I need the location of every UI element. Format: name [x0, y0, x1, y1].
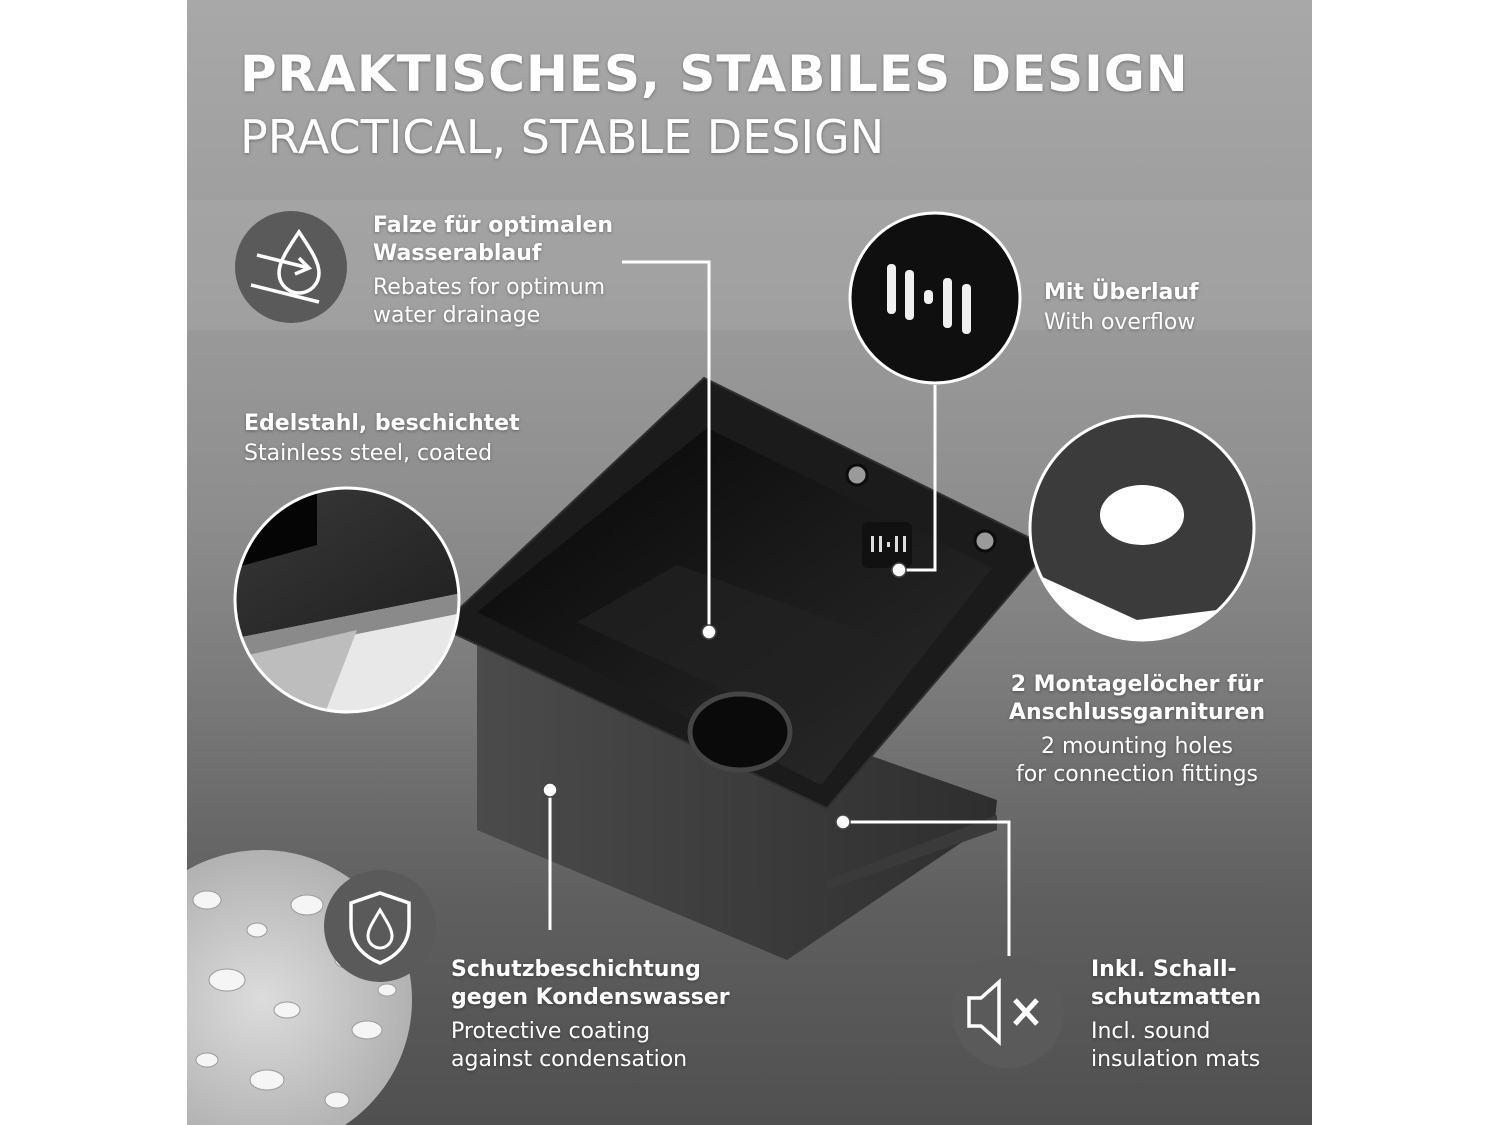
- feature-insulation: Inkl. Schall- schutzmatten Incl. sound insulation mats: [1091, 957, 1262, 1072]
- feature-mounting-holes: 2 Montagelöcher für Anschlussgarnituren 2 mounting holes for connection fittings: [1008, 672, 1266, 787]
- shield-drop-icon: [324, 870, 436, 982]
- sink-overflow: [862, 522, 912, 568]
- water-drop-drain-icon: [235, 211, 347, 323]
- title-german: PRAKTISCHES, STABILES DESIGN: [240, 45, 1189, 103]
- sink-drain: [690, 694, 790, 770]
- feature-overflow: Mit Überlauf With overflow: [1044, 280, 1199, 335]
- title-english: PRACTICAL, STABLE DESIGN: [240, 110, 885, 164]
- feature-steel: Edelstahl, beschichtet Stainless steel, coated: [244, 411, 520, 466]
- tap-hole-1: [847, 465, 867, 485]
- infographic-canvas: [187, 0, 1312, 1125]
- feature-rebates: Falze für optimalen Wasserablauf Rebates for optimum water drainage: [373, 213, 614, 328]
- speaker-mute-icon: [952, 956, 1064, 1068]
- coated-steel-detail: [227, 480, 477, 760]
- tap-hole-2: [975, 531, 995, 551]
- mounting-hole-detail: [1027, 410, 1257, 640]
- feature-coating: Schutzbeschichtung gegen Kondenswasser Protective coating against condensation: [451, 957, 730, 1072]
- overflow-slots-icon: [850, 213, 1020, 383]
